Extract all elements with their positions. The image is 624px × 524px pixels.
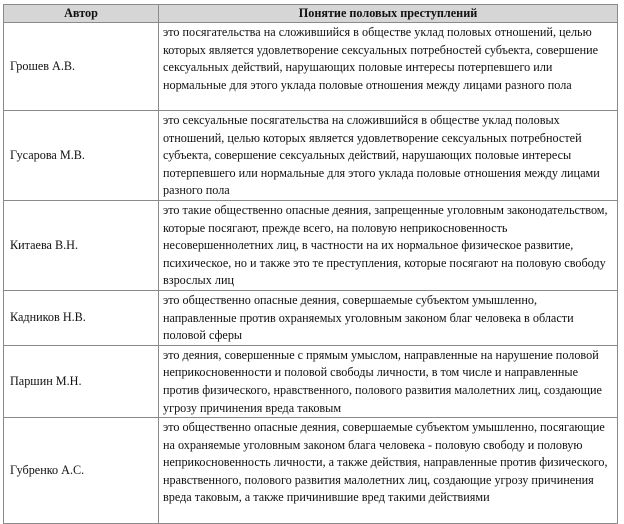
concept-cell: это общественно опасные деяния, совершаемые субъектом умышленно, направленные против охраняемых уголовным законом благ человека в области половой сферы <box>159 290 618 345</box>
table-row <box>4 345 618 417</box>
header-row <box>4 5 618 23</box>
author-cell: Паршин М.Н. <box>4 345 159 417</box>
concept-cell: это общественно опасные деяния, совершаемые субъектом умышленно, посягающие на охраняемые уголовным законом блага человека - половую свободу и половую неприкосновенность личности, а также действия, направленные против физического, нравственного, полового развития малолетних лиц, создающие угрозу причинения вреда таковым, а также причинившие вред такими действиями <box>159 418 618 524</box>
table-row <box>4 418 618 524</box>
definitions-table <box>3 4 618 524</box>
author-cell: Кадников Н.В. <box>4 290 159 345</box>
concept-cell: это сексуальные посягательства на сложившийся в обществе уклад половых отношений, целью которых является удовлетворение сексуальных потребностей субъекта, совершение сексуальных действий, нарушающих половые интересы потерпевшего или нормальные для этого уклада половые отношения между лицами разного пола <box>159 111 618 201</box>
author-cell: Гусарова М.В. <box>4 111 159 201</box>
concept-cell: это деяния, совершенные с прямым умыслом, направленные на нарушение половой неприкосновенности и половой свободы личности, в том числе и направленные против физического, нравственного, полового развития малолетних лиц, создающие угрозу причинения вреда таковым <box>159 345 618 417</box>
author-cell: Губренко А.С. <box>4 418 159 524</box>
table-row <box>4 111 618 201</box>
author-cell: Грошев А.В. <box>4 23 159 111</box>
concept-cell: это такие общественно опасные деяния, запрещенные уголовным законодательством, которые посягают, прежде всего, на половую неприкосновенность несовершеннолетних лиц, в частности на их нормальное физическое развитие, психическое, но и также это те преступления, которые посягают на половую свободу взрослых лиц <box>159 200 618 290</box>
table-row <box>4 200 618 290</box>
header-concept: Понятие половых преступлений <box>159 5 618 23</box>
author-cell: Китаева В.Н. <box>4 200 159 290</box>
table-row <box>4 290 618 345</box>
table-row <box>4 23 618 111</box>
header-author: Автор <box>4 5 159 23</box>
concept-cell: это посягательства на сложившийся в обществе уклад половых отношений, целью которых является удовлетворение сексуальных потребностей субъекта, совершение сексуальных действий, нарушающих половые интересы потерпевшего или нормальные для этого уклада половые отношения между лицами разного пола <box>159 23 618 111</box>
